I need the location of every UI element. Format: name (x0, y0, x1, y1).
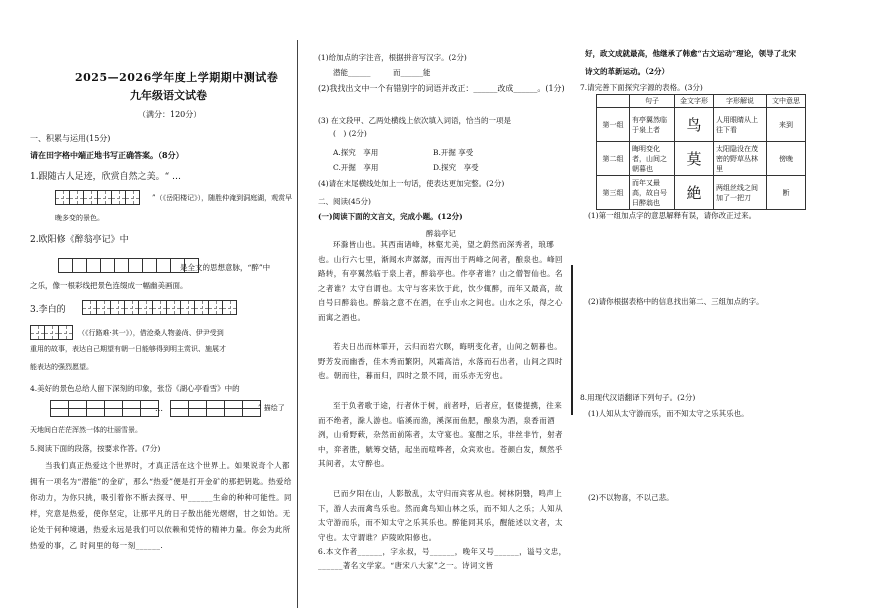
q2-answer-boxes[interactable] (58, 258, 198, 273)
row-1-meaning: 来到 (767, 108, 806, 142)
passage-para-1: 环滁皆山也。其西南诸峰，林壑尤美，望之蔚然而深秀者，琅琊也。山行六七里，渐闻水声潺潺，而泻出于两峰之间者，酿泉也。峰回路转，有亭翼然临于泉上者，醉翁亭也。作亭者谁？山之僧智仙也。名之者谁？太守自谓也。太守与客来饮于此，饮少辄醉，而年又最高，故自号曰醉翁也。醉翁之意不在酒，在乎山水之间也。山水之乐，得之心而寓之酒也。 (318, 240, 563, 322)
q1-source: ”（《岳阳楼记》），随胜仲淹到洞庭湖，观赏早 (152, 194, 293, 202)
c2-q4: (4)请在末尾横线处加上一句话，使表达更加完整。(2分) (318, 179, 505, 188)
row-3-group: 第三组 (597, 176, 630, 210)
passage-para-3: 至于负者歌于途，行者休于树，前者呼，后者应，伛偻提携，往来而不绝者，滁人游也。临溪而渔，溪深而鱼肥，酿泉为酒，泉香而酒洌，山肴野蔌，杂然而前陈者，太守宴也。宴酣之乐，非丝非竹，射者中，弈者胜，觥筹交错，起坐而喧哗者，众宾欢也。苍颜白发，颓然乎其间者，太守醉也。 (318, 401, 563, 468)
c2-q1: (1)给加点的字注音，根据拼音写汉字。(2分) (318, 53, 467, 62)
q4-prompt: 4.美好的景色总给人留下深刻的印象，张岱《湖心亭看雪》中的 (30, 384, 240, 393)
column-2 (308, 0, 570, 616)
q2-prompt: 2.欧阳修《醉翁亭记》中 (30, 235, 129, 245)
section-2-heading: 二、阅读(45分) (318, 197, 371, 206)
c3-q8-1: (1)人知从太守游而乐，而不知太守之乐其乐也。 (588, 409, 749, 418)
column-3 (580, 0, 842, 616)
col-header-4: 文中意思 (767, 95, 806, 108)
q3-answer-boxes-2[interactable] (30, 325, 72, 340)
row-1-group: 第一组 (597, 108, 630, 142)
passage-title: 醉翁亭记 (426, 229, 456, 238)
q3-prompt: 3.李白的 (30, 305, 66, 315)
seal2-icon: 莫 (675, 142, 714, 176)
q4-answer-grid-1[interactable] (50, 400, 159, 417)
c3-top2: 诗文的革新运动。（2分） (585, 67, 669, 76)
row-2-explain: 太阳隐没在茂密的野草丛林里 (714, 142, 767, 176)
option-a[interactable]: A.探究 享用 (333, 148, 379, 157)
c3-q8: 8.用现代汉语翻译下列句子。(2分) (580, 393, 696, 402)
c2-q3-bracket[interactable]: ( ) (2分) (333, 129, 367, 138)
q2-cont: 之乐，像一根彩线把景色连缀成一幅幽美画面。 (30, 281, 188, 290)
option-d[interactable]: D.探究 享受 (433, 163, 479, 172)
row-3-explain: 两组丝线之间加了一把刀 (714, 176, 767, 210)
q3-cont2: 能表达的强烈愿望。 (30, 363, 93, 371)
row-2-sentence: 晦明变化者，山间之朝暮也 (630, 142, 675, 176)
exam-title: 2025—2026学年度上学期期中测试卷 (75, 71, 279, 84)
passage-para-4: 已而夕阳在山，人影散乱，太守归而宾客从也。树林阴翳，鸣声上下，游人去而禽鸟乐也。然而禽鸟知山林之乐，而不知人之乐；人知从太守游而乐，而不知太守之乐其乐也。醉能同其乐，醒能述以文者，太守也。太守谓谁？庐陵欧阳修也。 (318, 489, 563, 542)
row-2-meaning: 傍晚 (767, 142, 806, 176)
col-header-2: 金文字形 (675, 95, 714, 108)
row-3-meaning: 断 (767, 176, 806, 210)
column-divider-mark (571, 265, 573, 415)
c3-top1: 好，政文成就最高，他继承了韩愈“古文运动”理论，领导了北宋 (585, 49, 797, 58)
q1-cont: 晚多变的景色。 (55, 214, 104, 222)
q2-text: 是全文的思想意脉，“醉”中 (180, 263, 271, 272)
c3-q7: 7.请完善下面探究字源的表格。(3分) (580, 83, 703, 92)
column-1 (30, 0, 292, 616)
c2-q3: (3) 在文段甲、乙两处横线上依次填入词语，恰当的一项是 (318, 116, 512, 125)
q3-source: （《行路难·其一》），借沧桑人物姜尚、伊尹受到 (78, 329, 224, 337)
column-divider-1 (297, 40, 298, 608)
q3-answer-boxes-1[interactable] (82, 300, 236, 315)
row-1-explain: 人用眼睛从上往下看 (714, 108, 767, 142)
sub-section-1: (一)阅读下面的文言文，完成小题。(12分) (318, 212, 463, 221)
q5-prompt: 5.阅读下面的段落，按要求作答。(7分) (30, 444, 161, 453)
option-c[interactable]: C.开掘 享用 (333, 163, 379, 172)
c3-q7-1: (1)第一组加点字的意思解释有误，请你改正过来。 (588, 211, 757, 220)
option-b[interactable]: B.开掘 享受 (433, 148, 474, 157)
col-header-3: 字形解说 (714, 95, 767, 108)
c2-q1b[interactable]: 潜能______ 而______能 (333, 68, 431, 77)
q4-text: ” 描绘了 (258, 404, 285, 412)
passage-para-2: 若夫日出而林霏开，云归而岩穴暝，晦明变化者，山间之朝暮也。野芳发而幽香，佳木秀而繁阴，风霜高洁，水落而石出者，山间之四时也。朝而往，暮而归，四时之景不同，而乐亦无穷也。 (318, 342, 563, 380)
exam-subtitle: 九年级语文试卷 (130, 89, 207, 102)
row-3-sentence: 而年又最高，故自号曰醉翁也 (630, 176, 675, 210)
char-origin-table (596, 94, 806, 210)
exam-score: （满分：120分） (138, 110, 202, 119)
c3-q7-2: (2)请你根据表格中的信息找出第二、三组加点的字。 (588, 297, 764, 306)
section-1-instructions: 请在田字格中端正地书写正确答案。（8分） (30, 150, 184, 160)
q4-cont: 天地间白茫茫浑然一体的壮丽雪景。 (30, 426, 142, 434)
c2-q6: 6.本文作者______，字永叔，号______，晚年又号______，谥号文忠，______著名文学家。“唐宋八大家”之一。诗词文皆 (318, 547, 567, 570)
row-1-sentence: 有亭翼然临于泉上者 (630, 108, 675, 142)
q1-prompt: 1.跟随古人足迹，欣赏自然之美。“ … (30, 172, 182, 182)
q1-answer-boxes[interactable] (55, 190, 139, 205)
c3-q8-2: (2)不以物喜，不以己悲。 (588, 493, 674, 502)
q3-cont1: 重用的故事，表达自己期望有朝一日能够得到明主赏识、施展才 (30, 345, 226, 353)
seal1-icon: 鸟 (675, 108, 714, 142)
q4-answer-grid-2[interactable] (170, 400, 261, 417)
row-2-group: 第二组 (597, 142, 630, 176)
c2-q2: (2)我找出文中一个有错别字的词语并改正：______改成______。(1分) (318, 84, 565, 93)
col-header-1: 句子 (630, 95, 675, 108)
section-1-heading: 一、积累与运用(15分) (30, 134, 111, 143)
q4-ellipsis: … (155, 404, 163, 413)
q5-passage: 当我们真正热爱这个世界时，才真正活在这个世界上。如果说奇个人都拥有一项名为“潜能”的金矿，那么“热爱”便是打开金矿的那把钥匙。热爱给你动力，为你只挑，吸引着你不断去探寻、甲______生命的种种可能性。同样，究意是热爱，使你坚定，让那平凡的日子散出能光熠熠，甘之如饴。无论处于何种境遇，热爱永远是我们可以依赖和凭恃的精神力量。你会为此所热爱的事，乙 时间里的每一刻______. (30, 461, 292, 550)
seal3-icon: 絶 (675, 176, 714, 210)
